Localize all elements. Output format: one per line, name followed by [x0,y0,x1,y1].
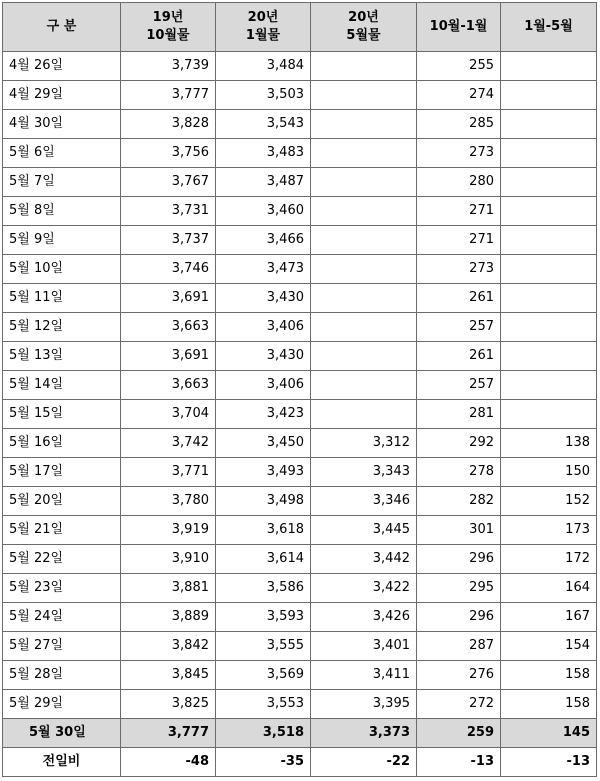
cell-jan-may: 164 [501,574,597,603]
cell-jan-may [501,313,597,342]
cell-jan20: 3,423 [216,400,311,429]
cell-may20: 3,445 [311,516,417,545]
cell-oct-jan: 282 [417,487,501,516]
cell-oct-jan: 255 [417,52,501,81]
cell-may20 [311,371,417,400]
cell-oct19: 3,691 [121,342,216,371]
cell-date: 5월 13일 [3,342,121,371]
cell-oct-jan: 274 [417,81,501,110]
cell-oct19: 3,919 [121,516,216,545]
cell-jan20: 3,503 [216,81,311,110]
cell-jan-may [501,342,597,371]
header-may20: 20년 5월물 [311,3,417,52]
cell-date: 5월 6일 [3,139,121,168]
cell-may20 [311,400,417,429]
cell-jan-may: 154 [501,632,597,661]
cell-oct19: 3,663 [121,371,216,400]
table-row [3,255,597,284]
cell-jan-may [501,110,597,139]
cell-may20 [311,52,417,81]
current-jan20: 3,518 [216,719,311,748]
cell-jan20: 3,483 [216,139,311,168]
cell-date: 5월 27일 [3,632,121,661]
header-oct-jan-spread: 10월-1월 [417,3,501,52]
cell-jan20: 3,484 [216,52,311,81]
cell-date: 5월 21일 [3,516,121,545]
cell-jan-may: 152 [501,487,597,516]
cell-may20: 3,395 [311,690,417,719]
cell-jan-may [501,400,597,429]
cell-oct19: 3,731 [121,197,216,226]
cell-jan-may [501,371,597,400]
cell-may20: 3,346 [311,487,417,516]
current-may20: 3,373 [311,719,417,748]
cell-may20 [311,197,417,226]
table-row [3,371,597,400]
cell-jan-may: 173 [501,516,597,545]
cell-may20 [311,342,417,371]
cell-oct-jan: 296 [417,545,501,574]
cell-oct-jan: 257 [417,371,501,400]
cell-jan20: 3,555 [216,632,311,661]
cell-oct-jan: 261 [417,284,501,313]
table-row [3,342,597,371]
diff-oct-jan: -13 [417,748,501,777]
cell-oct-jan: 278 [417,458,501,487]
cell-jan20: 3,487 [216,168,311,197]
current-oct-jan: 259 [417,719,501,748]
cell-oct19: 3,777 [121,81,216,110]
table-row [3,110,597,139]
current-oct19: 3,777 [121,719,216,748]
cell-jan20: 3,406 [216,313,311,342]
cell-date: 5월 9일 [3,226,121,255]
cell-jan20: 3,586 [216,574,311,603]
cell-oct-jan: 280 [417,168,501,197]
cell-may20: 3,426 [311,603,417,632]
cell-may20: 3,442 [311,545,417,574]
cell-jan20: 3,430 [216,284,311,313]
cell-may20 [311,226,417,255]
cell-oct19: 3,881 [121,574,216,603]
cell-jan20: 3,450 [216,429,311,458]
diff-oct19: -48 [121,748,216,777]
table-row [3,400,597,429]
cell-oct-jan: 296 [417,603,501,632]
cell-oct-jan: 257 [417,313,501,342]
diff-may20: -22 [311,748,417,777]
cell-may20 [311,81,417,110]
table-row [3,574,597,603]
cell-jan-may [501,168,597,197]
cell-oct19: 3,663 [121,313,216,342]
cell-oct-jan: 281 [417,400,501,429]
cell-may20: 3,312 [311,429,417,458]
cell-jan20: 3,618 [216,516,311,545]
cell-oct19: 3,767 [121,168,216,197]
cell-jan-may [501,255,597,284]
cell-oct-jan: 285 [417,110,501,139]
cell-may20 [311,255,417,284]
cell-oct19: 3,842 [121,632,216,661]
cell-oct-jan: 273 [417,255,501,284]
cell-jan20: 3,493 [216,458,311,487]
cell-may20 [311,313,417,342]
cell-date: 4월 30일 [3,110,121,139]
cell-may20: 3,343 [311,458,417,487]
table-row [3,284,597,313]
header-category: 구 분 [3,3,121,52]
current-jan-may: 145 [501,719,597,748]
cell-jan-may: 167 [501,603,597,632]
cell-oct-jan: 295 [417,574,501,603]
cell-jan-may [501,139,597,168]
cell-jan-may [501,284,597,313]
cell-date: 5월 14일 [3,371,121,400]
table-body [3,52,597,719]
cell-oct-jan: 301 [417,516,501,545]
cell-may20 [311,110,417,139]
cell-oct19: 3,746 [121,255,216,284]
cell-date: 5월 28일 [3,661,121,690]
cell-oct-jan: 287 [417,632,501,661]
header-jan20: 20년 1월물 [216,3,311,52]
cell-oct-jan: 271 [417,197,501,226]
cell-may20 [311,139,417,168]
cell-jan20: 3,543 [216,110,311,139]
current-day-row [3,719,597,748]
cell-date: 4월 26일 [3,52,121,81]
table-row [3,429,597,458]
cell-oct-jan: 272 [417,690,501,719]
cell-oct19: 3,889 [121,603,216,632]
cell-oct19: 3,737 [121,226,216,255]
cell-may20: 3,411 [311,661,417,690]
cell-jan-may: 150 [501,458,597,487]
table-row [3,690,597,719]
cell-jan-may [501,81,597,110]
cell-may20: 3,401 [311,632,417,661]
cell-jan20: 3,593 [216,603,311,632]
cell-oct19: 3,825 [121,690,216,719]
cell-jan20: 3,614 [216,545,311,574]
cell-jan-may [501,226,597,255]
cell-oct19: 3,828 [121,110,216,139]
table-row [3,516,597,545]
cell-oct-jan: 271 [417,226,501,255]
cell-jan-may: 158 [501,690,597,719]
table-row [3,545,597,574]
table-row [3,458,597,487]
cell-oct-jan: 276 [417,661,501,690]
cell-may20 [311,284,417,313]
cell-date: 5월 12일 [3,313,121,342]
cell-oct-jan: 261 [417,342,501,371]
diff-label: 전일비 [3,748,121,777]
cell-date: 5월 11일 [3,284,121,313]
cell-oct-jan: 273 [417,139,501,168]
cell-jan20: 3,430 [216,342,311,371]
table-row [3,313,597,342]
cell-oct19: 3,742 [121,429,216,458]
cell-jan20: 3,498 [216,487,311,516]
table-row [3,632,597,661]
cell-date: 5월 17일 [3,458,121,487]
table-row [3,197,597,226]
diff-jan20: -35 [216,748,311,777]
current-date: 5월 30일 [3,719,121,748]
header-row [3,3,597,52]
cell-date: 5월 24일 [3,603,121,632]
cell-jan20: 3,460 [216,197,311,226]
cell-date: 5월 23일 [3,574,121,603]
cell-date: 5월 20일 [3,487,121,516]
cell-may20: 3,422 [311,574,417,603]
cell-oct19: 3,845 [121,661,216,690]
cell-date: 5월 16일 [3,429,121,458]
table-row [3,603,597,632]
header-jan-may-spread: 1월-5월 [501,3,597,52]
table-row [3,81,597,110]
diff-jan-may: -13 [501,748,597,777]
cell-oct19: 3,739 [121,52,216,81]
cell-oct19: 3,704 [121,400,216,429]
cell-jan20: 3,553 [216,690,311,719]
cell-oct19: 3,691 [121,284,216,313]
cell-jan-may: 172 [501,545,597,574]
cell-jan20: 3,466 [216,226,311,255]
table-row [3,226,597,255]
cell-jan-may: 158 [501,661,597,690]
cell-oct-jan: 292 [417,429,501,458]
header-oct19: 19년 10월물 [121,3,216,52]
futures-price-table [2,2,597,777]
cell-date: 5월 29일 [3,690,121,719]
table-row [3,168,597,197]
table-row [3,661,597,690]
cell-oct19: 3,780 [121,487,216,516]
cell-jan20: 3,406 [216,371,311,400]
cell-jan-may [501,52,597,81]
cell-jan20: 3,473 [216,255,311,284]
table-row [3,139,597,168]
cell-jan-may [501,197,597,226]
cell-may20 [311,168,417,197]
cell-date: 5월 7일 [3,168,121,197]
table-row [3,52,597,81]
cell-date: 5월 22일 [3,545,121,574]
cell-date: 4월 29일 [3,81,121,110]
cell-oct19: 3,771 [121,458,216,487]
cell-oct19: 3,910 [121,545,216,574]
day-change-row [3,748,597,777]
table-row [3,487,597,516]
cell-jan-may: 138 [501,429,597,458]
cell-oct19: 3,756 [121,139,216,168]
cell-date: 5월 15일 [3,400,121,429]
cell-date: 5월 8일 [3,197,121,226]
cell-jan20: 3,569 [216,661,311,690]
cell-date: 5월 10일 [3,255,121,284]
